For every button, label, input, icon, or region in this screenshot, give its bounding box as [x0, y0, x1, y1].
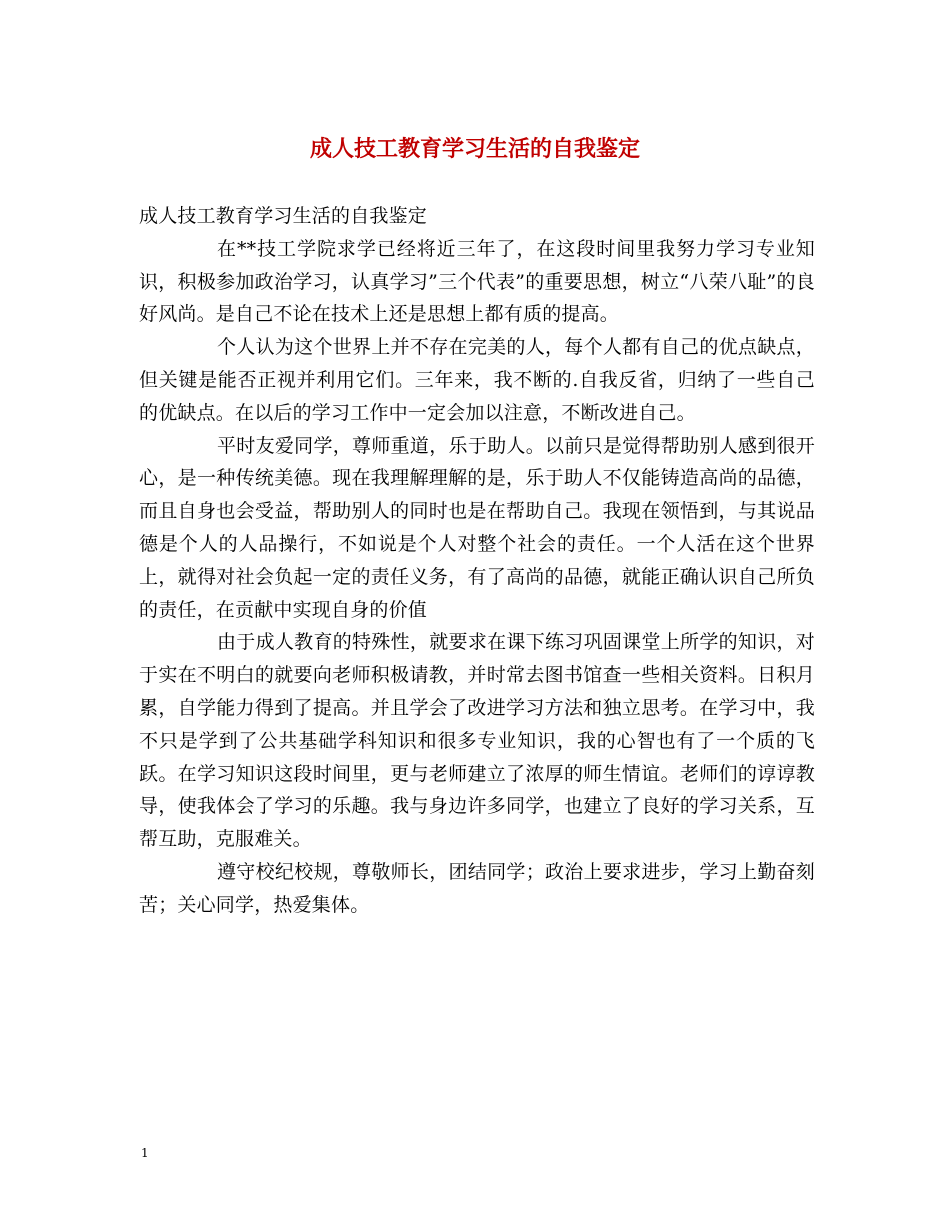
page-number: 1 [141, 1146, 149, 1160]
document-title: 成人技工教育学习生活的自我鉴定 [309, 136, 640, 162]
document-subtitle: 成人技工教育学习生活的自我鉴定 [139, 205, 428, 227]
paragraph-2: 个人认为这个世界上并不存在完美的人，每个人都有自己的优点缺点，但关键是能否正视并利用它们。三年来，我不断的.自我反省，归纳了一些自己的优缺点。在以后的学习工作中一定会加以注意，不断改进自己。 [139, 336, 815, 424]
document-body [139, 200, 815, 922]
paragraph-4: 由于成人教育的特殊性，就要求在课下练习巩固课堂上所学的知识，对于实在不明白的就要向老师积极请教，并时常去图书馆查一些相关资料。日积月累，自学能力得到了提高。并且学会了改进学习方法和独立思考。在学习中，我不只是学到了公共基础学科知识和很多专业知识，我的心智也有了一个质的飞跃。在学习知识这段时间里，更与老师建立了浓厚的师生情谊。老师们的谆谆教导，使我体会了学习的乐趣。我与身边许多同学，也建立了良好的学习关系，互帮互助，克服难关。 [139, 631, 815, 851]
paragraph-5: 遵守校纪校规，尊敬师长，团结同学；政治上要求进步，学习上勤奋刻苦；关心同学，热爱集体。 [139, 860, 815, 916]
paragraph-3: 平时友爱同学，尊师重道，乐于助人。以前只是觉得帮助别人感到很开心，是一种传统美德。现在我理解理解的是，乐于助人不仅能铸造高尚的品德，而且自身也会受益，帮助别人的同时也是在帮助自己。我现在领悟到，与其说品德是个人的人品操行，不如说是个人对整个社会的责任。一个人活在这个世界上，就得对社会负起一定的责任义务，有了高尚的品德，就能正确认识自己所负的责任，在贡献中实现自身的价值 [139, 434, 815, 621]
paragraph-1: 在**技工学院求学已经将近三年了，在这段时间里我努力学习专业知识，积极参加政治学习，认真学习”三个代表”的重要思想，树立“八荣八耻”的良好风尚。是自己不论在技术上还是思想上都有质的提高。 [139, 237, 815, 326]
